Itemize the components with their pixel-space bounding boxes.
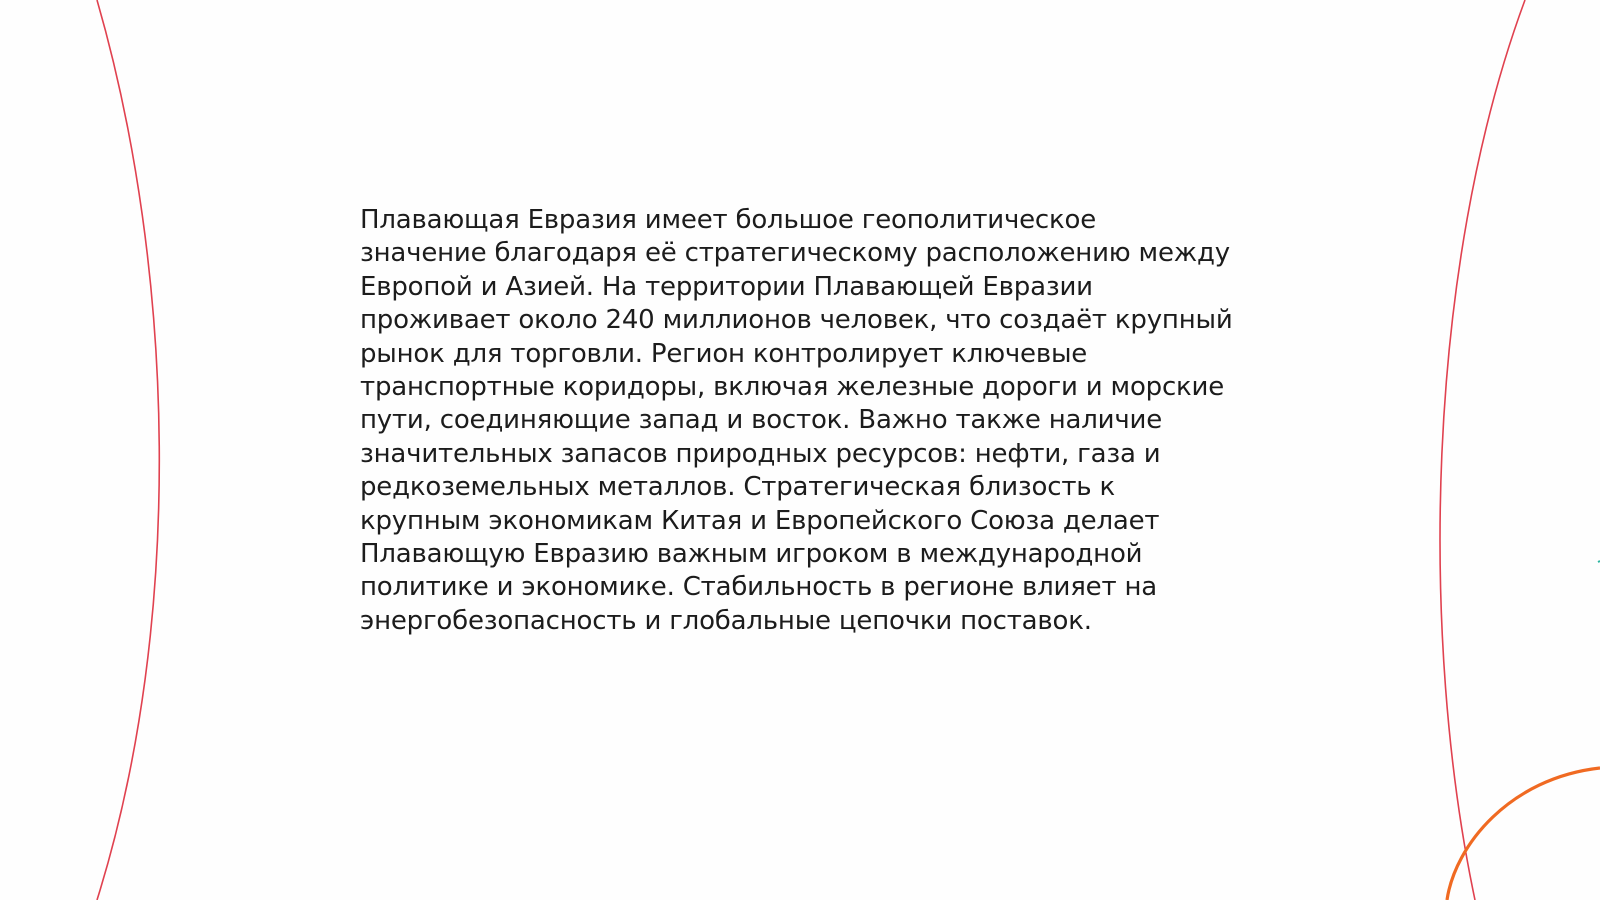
paragraph-line: транспортные коридоры, включая железные дороги и морские xyxy=(360,372,1225,403)
right-red-curve xyxy=(1440,0,1525,900)
paragraph-line: крупным экономикам Китая и Европейского Союза делает xyxy=(360,505,1160,536)
paragraph-line: Плавающую Евразию важным игроком в международной xyxy=(360,539,1143,570)
body-paragraph xyxy=(360,204,1260,638)
paragraph-line: энергобезопасность и глобальные цепочки поставок. xyxy=(360,605,1092,636)
paragraph-line: политике и экономике. Стабильность в регионе влияет на xyxy=(360,572,1157,603)
paragraph-line: проживает около 240 миллионов человек, что создаёт крупный xyxy=(360,305,1233,336)
paragraph-line: значение благодаря её стратегическому расположению между xyxy=(360,238,1230,269)
paragraph-line: редкоземельных металлов. Стратегическая близость к xyxy=(360,472,1115,503)
left-red-curve xyxy=(97,0,159,900)
paragraph-line: значительных запасов природных ресурсов: нефти, газа и xyxy=(360,438,1161,469)
paragraph-line: рынок для торговли. Регион контролирует ключевые xyxy=(360,338,1088,369)
orange-arc xyxy=(1447,768,1600,900)
paragraph-line: пути, соединяющие запад и восток. Важно также наличие xyxy=(360,405,1163,436)
paragraph-line: Плавающая Евразия имеет большое геополитическое xyxy=(360,205,1097,235)
paragraph-line: Европой и Азией. На территории Плавающей Евразии xyxy=(360,271,1093,302)
